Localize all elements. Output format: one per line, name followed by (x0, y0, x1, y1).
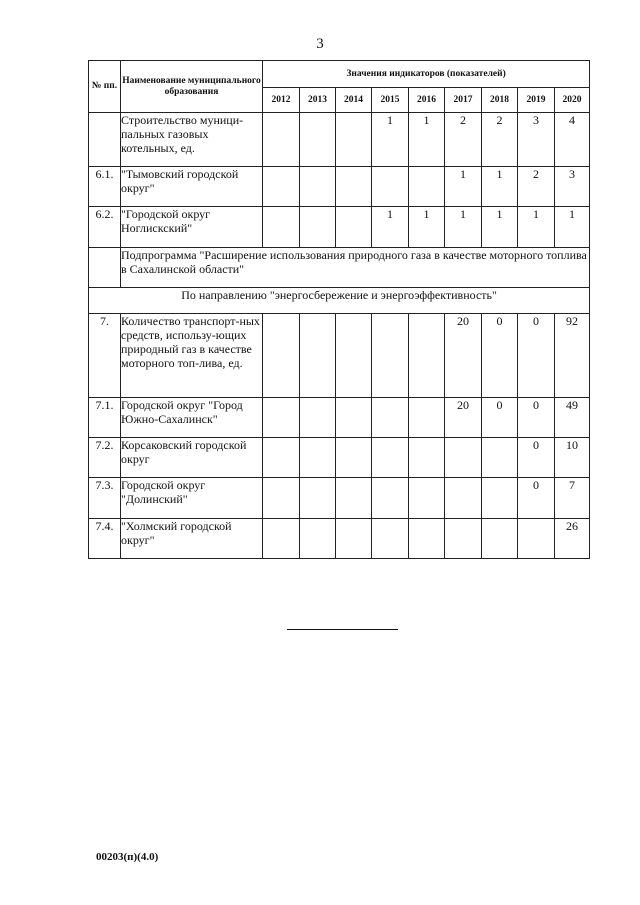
row-number: 7.1. (89, 398, 121, 438)
row-name: Количество транспорт-ных средств, использу-ющих природный газ в качестве моторного топ-лива, ед. (121, 314, 263, 398)
row-value (263, 519, 300, 559)
row-value: 1 (409, 207, 445, 248)
row-value (409, 519, 445, 559)
table-row (89, 478, 590, 519)
row-value (372, 314, 409, 398)
header-year: 2017 (445, 88, 482, 113)
row-value: 1 (445, 207, 482, 248)
row-name: "Тымовский городской округ" (121, 167, 263, 207)
row-value: 1 (445, 167, 482, 207)
row-name: Городской округ "Долинский" (121, 478, 263, 519)
row-value: 20 (445, 314, 482, 398)
subprogram-row (89, 248, 590, 288)
row-value: 7 (555, 478, 590, 519)
row-value: 0 (518, 438, 555, 478)
row-number: 6.1. (89, 167, 121, 207)
row-value: 2 (445, 113, 482, 167)
header-year: 2015 (372, 88, 409, 113)
subprogram-number (89, 248, 121, 288)
row-value: 2 (518, 167, 555, 207)
table-row (89, 113, 590, 167)
row-value (336, 398, 372, 438)
row-number (89, 113, 121, 167)
row-value (300, 519, 336, 559)
header-year: 2020 (555, 88, 590, 113)
header-year: 2012 (263, 88, 300, 113)
row-value (482, 438, 518, 478)
row-number: 7.4. (89, 519, 121, 559)
row-value (300, 438, 336, 478)
table-row (89, 167, 590, 207)
row-value (263, 438, 300, 478)
row-value (518, 519, 555, 559)
row-number: 7.3. (89, 478, 121, 519)
row-value (336, 167, 372, 207)
row-name: "Холмский городской округ" (121, 519, 263, 559)
table-row (89, 207, 590, 248)
row-value: 0 (518, 314, 555, 398)
row-value (482, 478, 518, 519)
row-number: 7. (89, 314, 121, 398)
table-row (89, 438, 590, 478)
row-name: Корсаковский городской округ (121, 438, 263, 478)
header-name: Наименование муниципального образования (121, 61, 263, 113)
row-value: 1 (372, 113, 409, 167)
row-value (300, 478, 336, 519)
row-value (445, 519, 482, 559)
row-value: 0 (518, 478, 555, 519)
row-value (409, 478, 445, 519)
row-number: 7.2. (89, 438, 121, 478)
row-value: 26 (555, 519, 590, 559)
row-value (336, 207, 372, 248)
row-value (372, 478, 409, 519)
row-value: 1 (409, 113, 445, 167)
row-name: Городской округ "Город Южно-Сахалинск" (121, 398, 263, 438)
row-value (263, 398, 300, 438)
row-value: 92 (555, 314, 590, 398)
row-value (336, 113, 372, 167)
row-value: 10 (555, 438, 590, 478)
row-value (409, 398, 445, 438)
row-value (372, 398, 409, 438)
closing-separator-line (287, 629, 398, 630)
row-value (300, 398, 336, 438)
row-value (263, 207, 300, 248)
row-value: 1 (518, 207, 555, 248)
row-value: 3 (518, 113, 555, 167)
direction-row (89, 288, 590, 314)
subprogram-title: Подпрограмма "Расширение использования природного газа в качестве моторного топлива в Сахалинской области" (121, 248, 590, 288)
document-code: 00203(п)(4.0) (96, 851, 159, 863)
row-value (372, 438, 409, 478)
row-value (300, 207, 336, 248)
row-value: 0 (518, 398, 555, 438)
row-value (482, 519, 518, 559)
row-value (300, 314, 336, 398)
row-value (372, 519, 409, 559)
row-value: 1 (482, 167, 518, 207)
row-number: 6.2. (89, 207, 121, 248)
row-value (336, 314, 372, 398)
header-year: 2016 (409, 88, 445, 113)
row-value: 3 (555, 167, 590, 207)
table-row (89, 519, 590, 559)
row-value (336, 478, 372, 519)
row-value: 2 (482, 113, 518, 167)
row-value: 1 (482, 207, 518, 248)
page-number: 3 (316, 36, 324, 52)
indicators-table (88, 60, 590, 559)
row-value (300, 167, 336, 207)
row-value (409, 438, 445, 478)
row-name: "Городской округ Ноглискский" (121, 207, 263, 248)
row-value: 1 (372, 207, 409, 248)
row-value: 4 (555, 113, 590, 167)
row-value (445, 478, 482, 519)
row-value: 0 (482, 314, 518, 398)
row-name: Строительство муници-пальных газовых котельных, ед. (121, 113, 263, 167)
direction-title: По направлению "энергосбережение и энергоэффективность" (89, 288, 590, 314)
row-value (372, 167, 409, 207)
header-row-top (89, 61, 590, 88)
table-row (89, 398, 590, 438)
header-year: 2018 (482, 88, 518, 113)
row-value (409, 314, 445, 398)
row-value: 49 (555, 398, 590, 438)
header-indicators: Значения индикаторов (показателей) (263, 61, 590, 88)
header-year: 2019 (518, 88, 555, 113)
row-value (263, 167, 300, 207)
row-value (300, 113, 336, 167)
row-value (409, 167, 445, 207)
row-value (263, 478, 300, 519)
row-value (336, 438, 372, 478)
row-value (336, 519, 372, 559)
table-row (89, 314, 590, 398)
row-value (445, 438, 482, 478)
row-value: 1 (555, 207, 590, 248)
row-value (263, 314, 300, 398)
row-value: 0 (482, 398, 518, 438)
header-year: 2013 (300, 88, 336, 113)
header-year: 2014 (336, 88, 372, 113)
row-value (263, 113, 300, 167)
header-number: № пп. (89, 61, 121, 113)
row-value: 20 (445, 398, 482, 438)
